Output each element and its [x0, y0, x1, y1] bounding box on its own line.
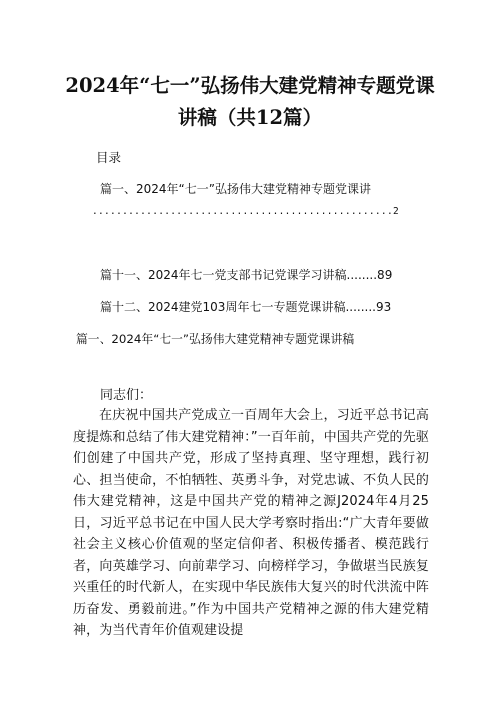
toc-entry-11[interactable]: 篇十一、2024年七一党支部书记党课学习讲稿........89: [100, 268, 393, 282]
body-paragraph: 在庆祝中国共产党成立一百周年大会上，习近平总书记高度提炼和总结了伟大建党精神：”一百年前，中国共产党的先驱们创建了中国共产党，形成了坚持真理、坚守理想，践行初心、担当使命，不怕牺牲、英勇斗争，对党忠诚、不负人民的伟大建党精神，这是中国共产党的精神之源J2024年4月25日，习近平总书记在中国人民大学考察时指出:“广大青年要做社会主义核心价值观的坚定信仰者、积极传播者、模范践行者，向英雄学习、向前辈学习、向榜样学习，争做堪当民族复兴重任的时代新人，在实现中华民族伟大复兴的时代洪流中阵历奋发、勇毅前进。”作为中国共产党精神之源的伟大建党精神，为当代青年价值观建设提: [73, 408, 429, 638]
toc-heading: 目录: [96, 150, 122, 165]
toc-entry-12[interactable]: 篇十二、2024建党103周年七一专题党课讲稿........93: [100, 300, 392, 314]
section-heading: 篇一、2024年“七一”弘扬伟大建党精神专题党课讲稿: [76, 332, 355, 346]
document-title-line-1: 2024年“七一”弘扬伟大建党精神专题党课: [65, 74, 435, 97]
document-title-line-2: 讲稿（共12篇）: [177, 106, 323, 129]
toc-entry-1-leader: ..................................................2: [92, 206, 399, 217]
greeting: 同志们：: [100, 388, 153, 403]
toc-entry-1[interactable]: 篇一、2024年“七一”弘扬伟大建党精神专题党课讲: [100, 182, 371, 196]
